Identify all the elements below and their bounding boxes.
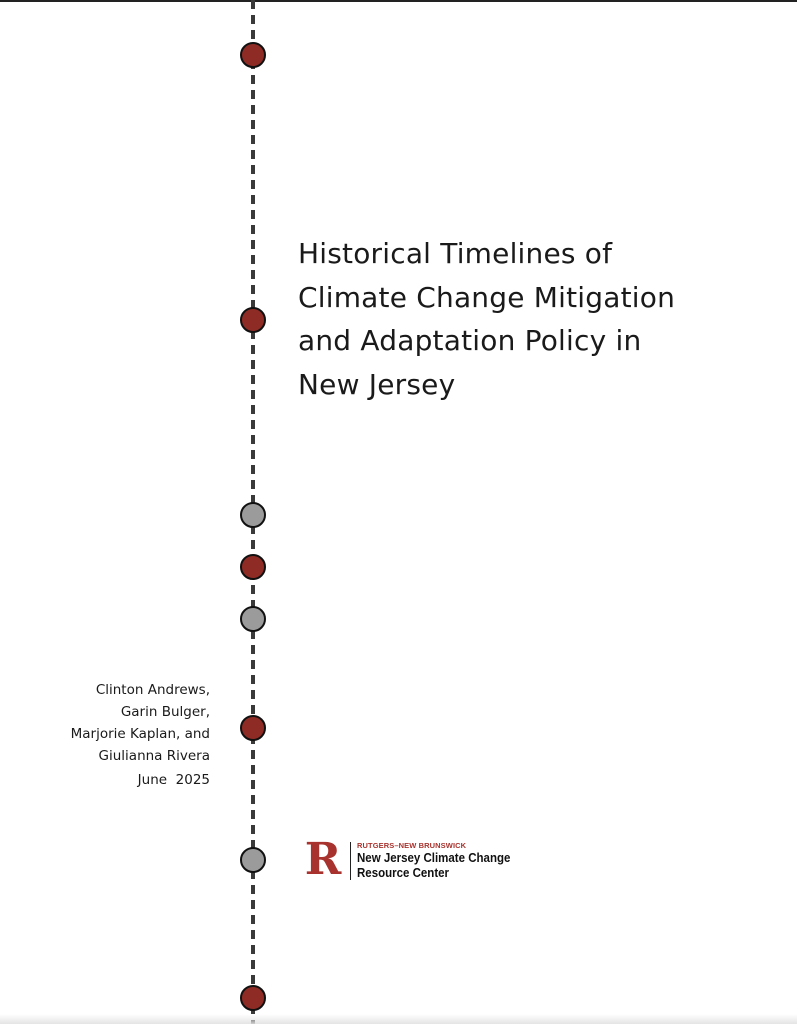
timeline-node-gray xyxy=(240,847,266,873)
timeline-node-gray xyxy=(240,502,266,528)
author-list xyxy=(20,679,210,767)
logo-center-line: New Jersey Climate Change xyxy=(357,851,511,865)
timeline-node-red xyxy=(240,42,266,68)
document-title xyxy=(298,232,768,406)
author-line: Giulianna Rivera xyxy=(98,748,210,764)
author-line: Garin Bulger, xyxy=(120,704,210,720)
page-bottom-edge xyxy=(0,1014,797,1024)
timeline-node-red xyxy=(240,554,266,580)
title-line: Historical Timelines of xyxy=(298,237,613,270)
timeline-node-gray xyxy=(240,606,266,632)
logo-center-line: Resource Center xyxy=(357,865,450,880)
title-line: and Adaptation Policy in xyxy=(298,324,642,357)
logo-center-name xyxy=(357,851,510,880)
top-rule xyxy=(0,0,797,2)
timeline-node-red xyxy=(240,985,266,1011)
title-line: Climate Change Mitigation xyxy=(298,280,676,314)
title-line: New Jersey xyxy=(298,367,456,401)
rutgers-r-mark: R xyxy=(304,834,342,885)
publication-date: June 2025 xyxy=(137,772,210,788)
timeline-node-red xyxy=(240,715,266,741)
logo-institution: RUTGERS–NEW BRUNSWICK xyxy=(357,841,467,850)
author-line: Clinton Andrews, xyxy=(95,682,210,698)
author-line: Marjorie Kaplan, and xyxy=(70,726,210,742)
logo-divider xyxy=(350,842,351,880)
timeline-node-red xyxy=(240,307,266,333)
